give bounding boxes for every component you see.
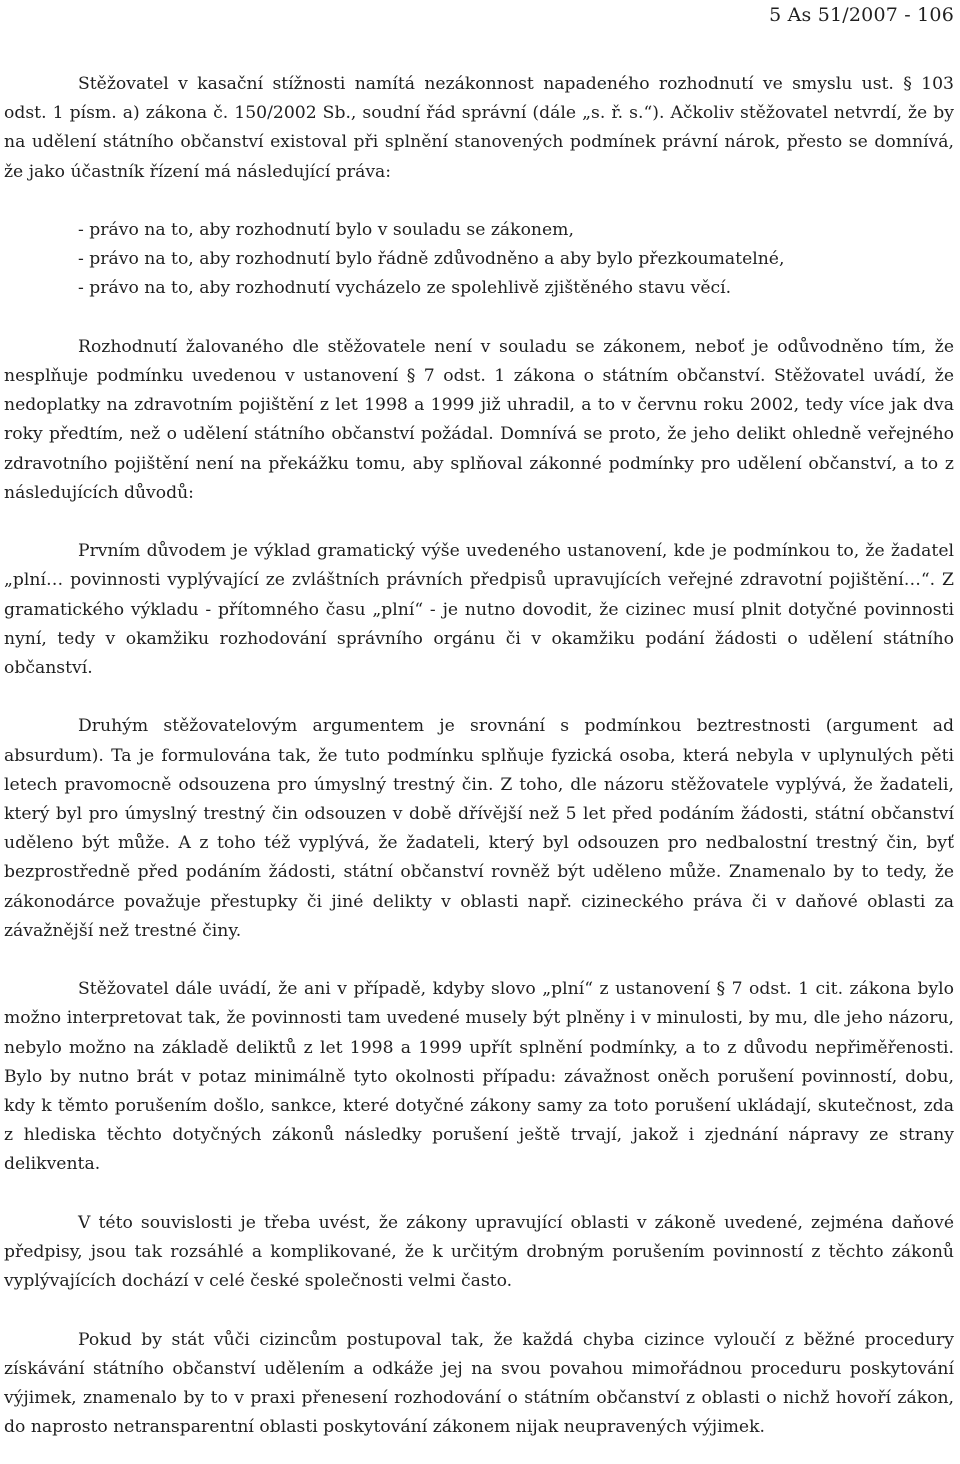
paragraph-second-argument: Druhým stěžovatelovým argumentem je srovnání s podmínkou beztrestnosti (argument ad absurdum). Ta je formulována tak, že tuto podmínku splňuje fyzická osoba, která nebyla v uplynulých pěti letech pravomocně odsouzena pro úmyslný trestný čin. Z toho, dle názoru stěžovatele vyplývá, že žadateli, který byl pro úmyslný trestný čin odsouzen v době dřívější než 5 let před podáním žádosti, státní občanství uděleno být může. A z toho též vyplývá, že žadateli, který byl odsouzen pro nedbalostní trestný čin, byť bezprostředně před podáním žádosti, státní občanství rovněž být uděleno může. Znamenalo by to tedy, že zákonodárce považuje přestupky či jiné delikty v oblasti např. cizineckého práva či v daňové oblasti za závažnější než trestné činy. bbox=[4, 716, 954, 941]
paragraph-reasoning: Rozhodnutí žalovaného dle stěžovatele není v souladu se zákonem, neboť je odůvodněno tím, že nesplňuje podmínku uvedenou v ustanovení § 7 odst. 1 zákona o státním občanství. Stěžovatel uvádí, že nedoplatky na zdravotním pojištění z let 1998 a 1999 již uhradil, a to v červnu roku 2002, tedy více jak dva roky předtím, než o udělení státního občanství požádal. Domnívá se proto, že jeho delikt ohledně veřejného zdravotního pojištění není na překážku tomu, aby splňoval zákonné podmínky pro udělení občanství, a to z následujících důvodů: bbox=[4, 336, 954, 503]
rights-list-item: - právo na to, aby rozhodnutí bylo v souladu se zákonem, bbox=[78, 220, 574, 240]
document-body bbox=[4, 70, 954, 1442]
rights-list-item: - právo na to, aby rozhodnutí bylo řádně zdůvodněno a aby bylo přezkoumatelné, bbox=[78, 249, 785, 270]
paragraph-context: V této souvislosti je třeba uvést, že zákony upravující oblasti v zákoně uvedené, zejména daňové předpisy, jsou tak rozsáhlé a komplikované, že k určitým drobným porušením povinností z těchto zákonů vyplývajících dochází v celé české společnosti velmi často. bbox=[4, 1212, 954, 1292]
rights-list bbox=[4, 216, 954, 304]
paragraph-conclusion: Pokud by stát vůči cizincům postupoval tak, že každá chyba cizince vyloučí z běžné procedury získávání státního občanství udělením a odkáže jej na svou povahou mimořádnou proceduru poskytování výjimek, znamenalo by to v praxi přenesení rozhodování o státním občanství z oblasti o nichž hovoří zákon, do naprosto netransparentní oblasti poskytování zákonem nijak neupravených výjimek. bbox=[4, 1329, 954, 1438]
paragraph-proportionality: Stěžovatel dále uvádí, že ani v případě, kdyby slovo „plní“ z ustanovení § 7 odst. 1 cit. zákona bylo možno interpretovat tak, že povinnosti tam uvedené musely být plněny i v minulosti, by mu, dle jeho názoru, nebylo možno na základě deliktů z let 1998 a 1999 upřít splnění podmínky, a to z důvodu nepřiměřenosti. Bylo by nutno brát v potaz minimálně tyto okolnosti případu: závažnost oněch porušení povinností, dobu, kdy k těmto porušením došlo, sankce, které dotyčné zákony samy za toto porušení ukládají, skutečnost, zda z hlediska těchto dotyčných zákonů následky porušení ještě trvají, jakož i zjednání nápravy ze strany delikventa. bbox=[4, 979, 954, 1175]
rights-list-item: - právo na to, aby rozhodnutí vycházelo ze spolehlivě zjištěného stavu věcí. bbox=[78, 278, 732, 299]
paragraph-first-argument: Prvním důvodem je výklad gramatický výše uvedeného ustanovení, kde je podmínkou to, že žadatel „plní… povinnosti vyplývající ze zvláštních právních předpisů upravujících veřejné zdravotní pojištění…“. Z gramatického výkladu - přítomného času „plní“ - je nutno dovodit, že cizinec musí plnit dotyčné povinnosti nyní, tedy v okamžiku rozhodování správního orgánu či v okamžiku podání žádosti o udělení státního občanství. bbox=[4, 541, 954, 679]
case-number: 5 As 51/2007 - 106 bbox=[769, 4, 954, 26]
intro-paragraph: Stěžovatel v kasační stížnosti namítá nezákonnost napadeného rozhodnutí ve smyslu ust. § 103 odst. 1 písm. a) zákona č. 150/2002 Sb., soudní řád správní (dále „s. ř. s.“). Ačkoliv stěžovatel netvrdí, že by na udělení státního občanství existoval při splnění stanovených podmínek právní nárok, přesto se domnívá, že jako účastník řízení má následující práva: bbox=[4, 74, 954, 182]
